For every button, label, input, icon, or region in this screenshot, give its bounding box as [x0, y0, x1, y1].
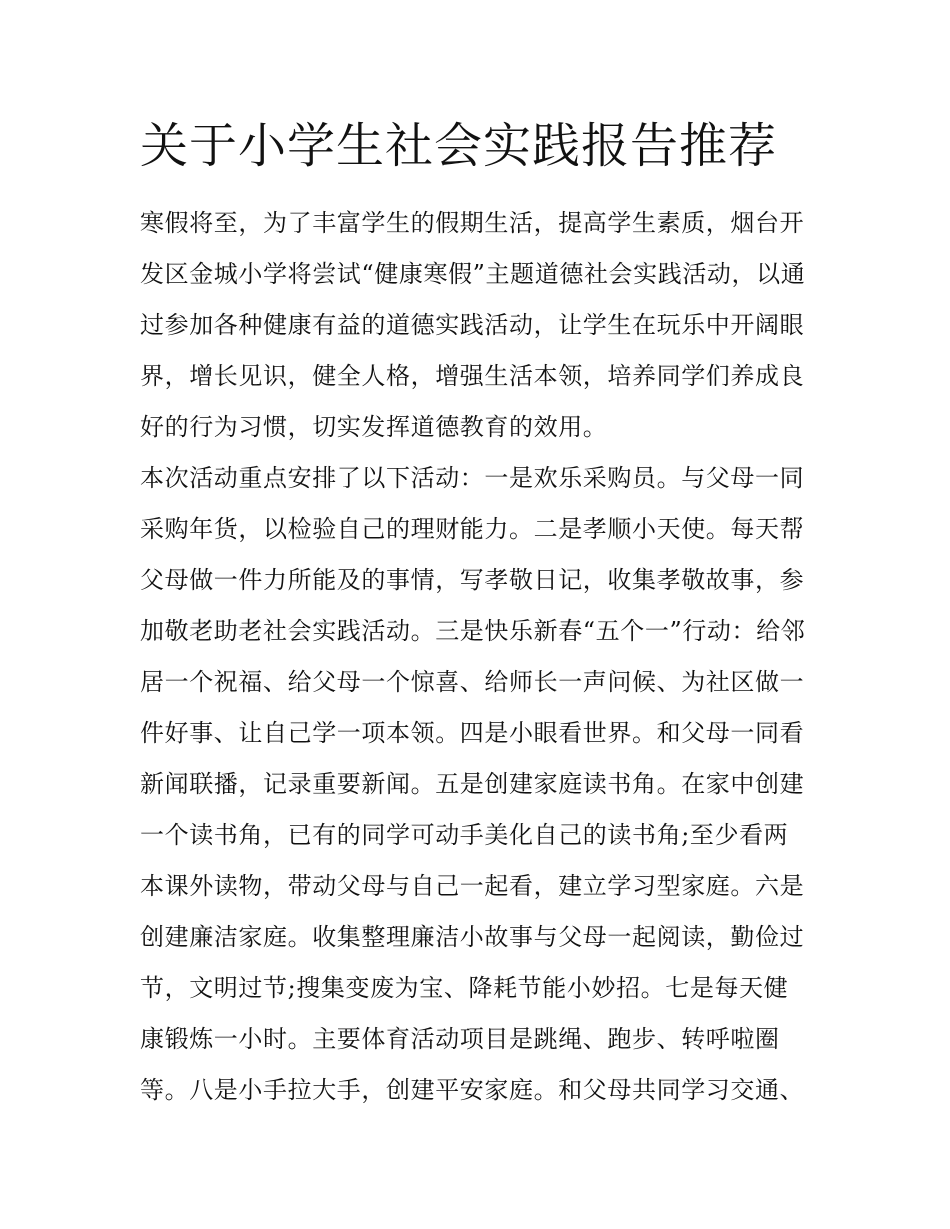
body-line: 父母做一件力所能及的事情，写孝敬日记，收集孝敬故事，参: [140, 566, 805, 594]
body-line: 过参加各种健康有益的道德实践活动，让学生在玩乐中开阔眼: [140, 311, 805, 339]
body-line: 创建廉洁家庭。收集整理廉洁小故事与父母一起阅读，勤俭过: [140, 923, 805, 951]
body-line: 本课外读物，带动父母与自己一起看，建立学习型家庭。六是: [140, 872, 805, 900]
body-line: 新闻联播，记录重要新闻。五是创建家庭读书角。在家中创建: [140, 770, 805, 798]
document-title: 关于小学生社会实践报告推荐: [140, 118, 778, 174]
body-line: 采购年货，以检验自己的理财能力。二是孝顺小天使。每天帮: [140, 515, 805, 543]
body-line: 发区金城小学将尝试“健康寒假”主题道德社会实践活动，以通: [140, 260, 806, 288]
body-line: 加敬老助老社会实践活动。三是快乐新春“五个一”行动：给邻: [140, 617, 806, 645]
body-line: 一个读书角，已有的同学可动手美化自己的读书角;至少看两: [140, 821, 789, 849]
body-line: 居一个祝福、给父母一个惊喜、给师长一声问候、为社区做一: [140, 668, 805, 696]
body-line: 等。八是小手拉大手，创建平安家庭。和父母共同学习交通、: [140, 1076, 805, 1104]
body-line: 节，文明过节;搜集变废为宝、降耗节能小妙招。七是每天健: [140, 974, 789, 1002]
body-line: 件好事、让自己学一项本领。四是小眼看世界。和父母一同看: [140, 719, 805, 747]
document-body: [140, 198, 812, 1116]
body-line: 寒假将至，为了丰富学生的假期生活，提高学生素质，烟台开: [140, 209, 805, 237]
body-line: 好的行为习惯，切实发挥道德教育的效用。: [140, 413, 608, 441]
body-line: 康锻炼一小时。主要体育活动项目是跳绳、跑步、转呼啦圈: [140, 1025, 780, 1053]
body-line: 界，增长见识，健全人格，增强生活本领，培养同学们养成良: [140, 362, 805, 390]
body-line: 本次活动重点安排了以下活动：一是欢乐采购员。与父母一同: [140, 464, 805, 492]
